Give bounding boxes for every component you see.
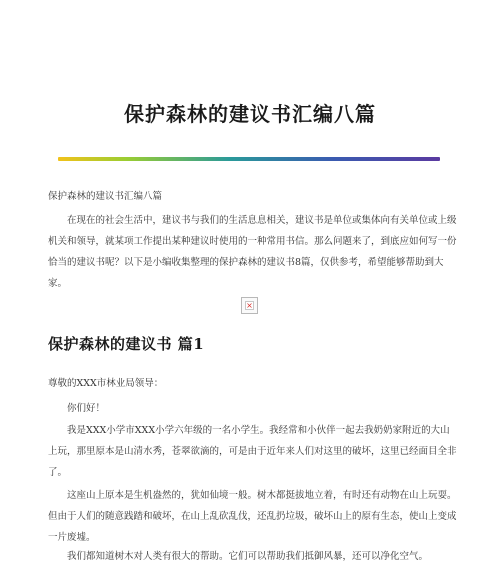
body-paragraph: 我们都知道树木对人类有很大的帮助。它们可以帮助我们抵御风暴，还可以净化空气。 bbox=[67, 551, 429, 562]
document-title: 保护森林的建议书汇编八篇 bbox=[124, 102, 376, 126]
body-paragraph: 这座山上原本是生机盎然的，犹如仙境一般。树木都挺拔地立着，有时还有动物在山上玩耍。但由于人们的随意践踏和破坏，在山上乱砍乱伐，还乱扔垃圾，破坏山上的原有生态，使山上变成一片废墟。 bbox=[48, 490, 457, 543]
document-subtitle: 保护森林的建议书汇编八篇 bbox=[48, 191, 163, 202]
image-placeholder-mark: × bbox=[246, 301, 253, 310]
title-divider bbox=[58, 157, 440, 161]
broken-image-icon bbox=[241, 297, 258, 314]
salutation: 尊敬的XXX市林业局领导： bbox=[48, 378, 164, 389]
greeting: 你们好！ bbox=[67, 403, 106, 414]
intro-paragraph: 在现在的社会生活中，建议书与我们的生活息息相关，建议书是单位或集体向有关单位或上级机关和领导，就某项工作提出某种建议时使用的一种常用书信。那么问题来了，到底应如何写一份恰当的建议书呢？以下是小编收集整理的保护森林的建议书8篇，仅供参考，希望能够帮助到大家。 bbox=[48, 215, 457, 289]
section-heading: 保护森林的建议书 篇1 bbox=[48, 335, 205, 353]
body-paragraph: 我是XXX小学市XXX小学六年级的一名小学生。我经常和小伙伴一起去我奶奶家附近的大山上玩，那里原本是山清水秀，苍翠欲滴的，可是由于近年来人们对这里的破坏，这里已经面目全非了。 bbox=[48, 425, 457, 478]
